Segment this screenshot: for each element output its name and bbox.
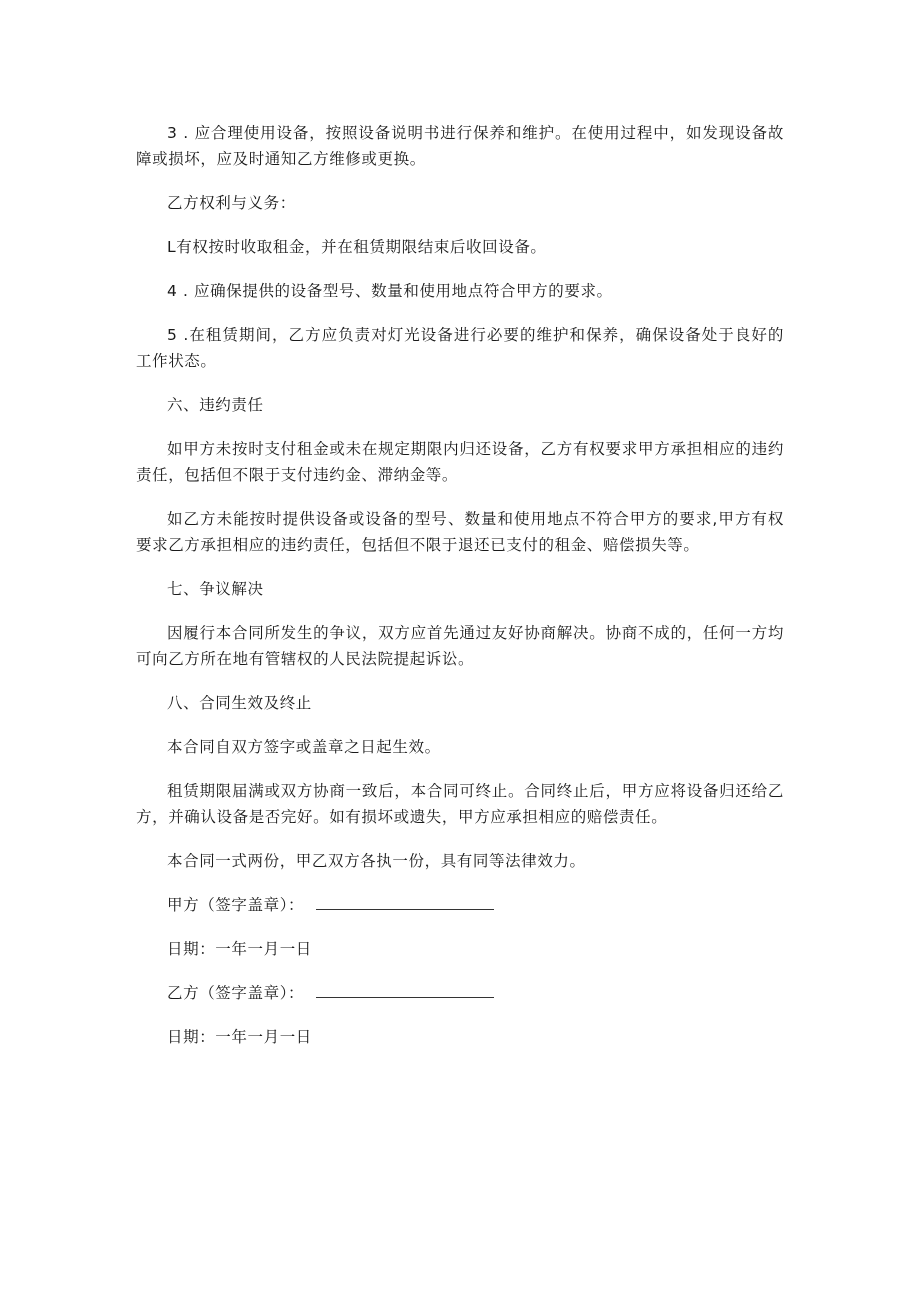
party-b-signature-row <box>136 980 784 1006</box>
party-a-date: 日期：一年一月一日 <box>167 940 312 958</box>
clause-b-1-collect-rent: L有权按时收取租金，并在租赁期限结束后收回设备。 <box>167 238 547 256</box>
party-b-signature-label: 乙方（签字盖章）： <box>167 984 305 1002</box>
section-6-heading: 六、违约责任 <box>167 396 264 414</box>
party-b-signature-line <box>316 985 494 998</box>
party-b-rights-heading: 乙方权利与义务： <box>167 194 296 212</box>
clause-5-maintenance: 5 .在租赁期间，乙方应负责对灯光设备进行必要的维护和保养，确保设备处于良好的工作状态。 <box>136 326 784 370</box>
clause-4-equipment-spec: 4 . 应确保提供的设备型号、数量和使用地点符合甲方的要求。 <box>167 282 613 300</box>
copies-clause: 本合同一式两份，甲乙双方各执一份，具有同等法律效力。 <box>167 852 586 870</box>
breach-party-b: 如乙方未能按时提供设备或设备的型号、数量和使用地点不符合甲方的要求,甲方有权要求乙方承担相应的违约责任，包括但不限于退还已支付的租金、赔偿损失等。 <box>136 510 784 554</box>
party-b-date: 日期：一年一月一日 <box>167 1028 312 1046</box>
party-a-signature-row <box>136 892 784 918</box>
dispute-resolution: 因履行本合同所发生的争议，双方应首先通过友好协商解决。协商不成的，任何一方均可向乙方所在地有管辖权的人民法院提起诉讼。 <box>136 624 784 668</box>
section-7-heading: 七、争议解决 <box>167 580 264 598</box>
termination-clause: 租赁期限届满或双方协商一致后，本合同可终止。合同终止后，甲方应将设备归还给乙方，并确认设备是否完好。如有损坏或遗失，甲方应承担相应的赔偿责任。 <box>136 782 784 826</box>
breach-party-a: 如甲方未按时支付租金或未在规定期限内归还设备，乙方有权要求甲方承担相应的违约责任，包括但不限于支付违约金、滞纳金等。 <box>136 440 784 484</box>
clause-3-use-equipment: 3 . 应合理使用设备，按照设备说明书进行保养和维护。在使用过程中，如发现设备故障或损坏，应及时通知乙方维修或更换。 <box>136 124 784 168</box>
document-body <box>136 120 784 1068</box>
effective-clause: 本合同自双方签字或盖章之日起生效。 <box>167 738 441 756</box>
section-8-heading: 八、合同生效及终止 <box>167 694 312 712</box>
party-a-signature-label: 甲方（签字盖章）： <box>167 896 305 914</box>
party-a-signature-line <box>316 897 494 910</box>
